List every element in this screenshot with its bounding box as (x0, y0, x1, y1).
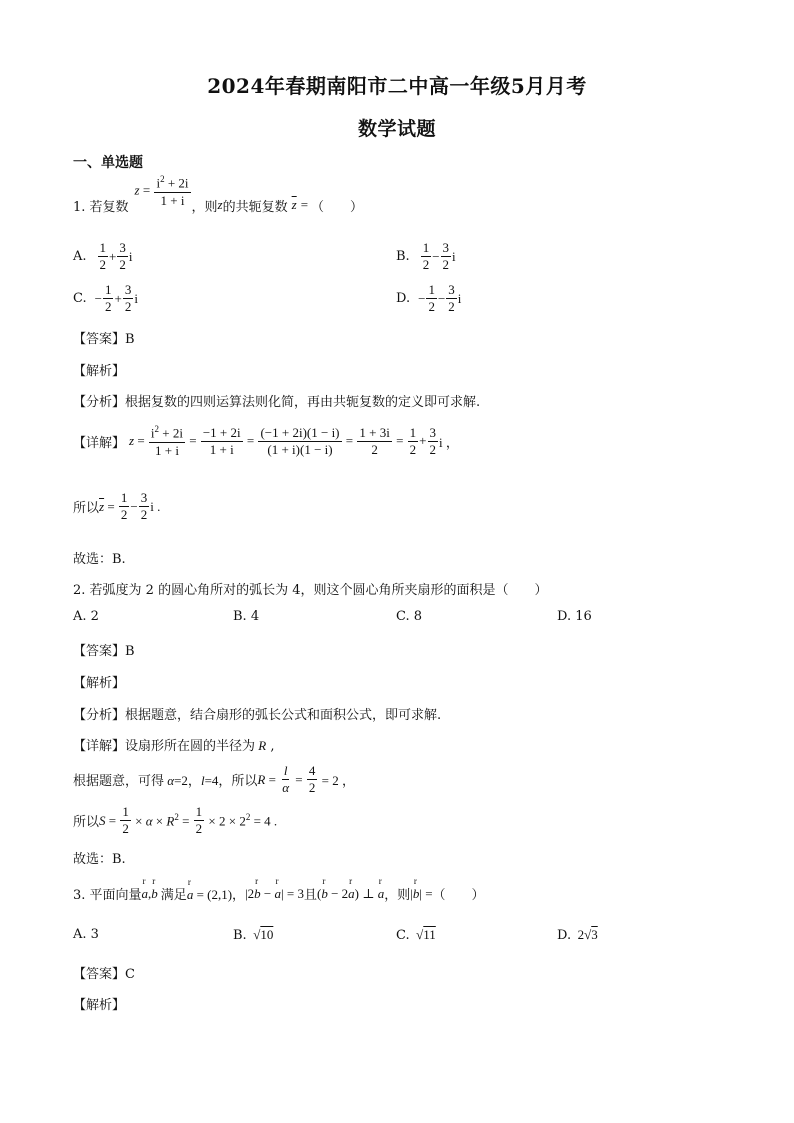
q1-end: （ ） (311, 199, 364, 215)
q1-option-b: B. $\frac{1}{2}$ − $\frac{3}{2}$ i (396, 240, 456, 273)
q1-option-c: C. − $\frac{1}{2}$ + $\frac{3}{2}$ i (73, 282, 138, 315)
q2-option-d: D. 16 (557, 609, 592, 624)
q2-detail-1: 【详解】设扇形所在圆的半径为 R , (73, 738, 275, 754)
q3-option-d: D. 2√3 (557, 927, 598, 943)
q1-stem: 1. 若复数 z = $\frac{i^2 + 2i}{1 + i}$ ，则 z 的共轭复数 $\overline{z}$ = （ ） (73, 174, 364, 215)
q3-analysis-label: 【解析】 (73, 998, 126, 1013)
q1-z: z (217, 197, 223, 213)
q2-fenxi: 【分析】根据题意，结合扇形的弧长公式和面积公式，即可求解. (73, 708, 442, 723)
q2-option-c: C. 8 (396, 609, 423, 624)
q3-option-b: B. √10 (233, 927, 274, 943)
q2-option-a: A. 2 (73, 609, 99, 624)
q1-tail: 的共轭复数 (222, 199, 288, 215)
q2-detail-2: 根据题意，可得 α=2，l=4 ，所以 R = $\frac{l}{\alpha}$ = $\frac{4}{2}$ = 2 ， (73, 763, 355, 796)
q1-conjugate: 所以 $\overline{z}$ = $\frac{1}{2}$ − $\frac{3}{2}$ i . (73, 490, 161, 523)
section-heading: 一、单选题 (73, 155, 143, 171)
q2-answer: 【答案】B (73, 644, 135, 659)
q2-stem: 2. 若弧度为 2 的圆心角所对的弧长为 4，则这个圆心角所夹扇形的面积是（ ） (73, 583, 548, 598)
page-subtitle: 数学试题 (357, 118, 436, 140)
page-title: 2024年春期南阳市二中高一年级5月月考 (207, 74, 587, 98)
q1-fenxi: 【分析】根据复数的四则运算法则化简，再由共轭复数的定义即可求解. (73, 395, 481, 410)
q1-conclusion: 故选：B. (73, 552, 126, 567)
q1-prefix: 1. 若复数 (73, 199, 129, 215)
q1-option-a: A. $\frac{1}{2}$ + $\frac{3}{2}$ i (73, 240, 133, 273)
q3-option-a: A. 3 (73, 927, 99, 942)
q2-detail-3: 所以 S = $\frac{1}{2}$ × $\alpha \times R^2$ = $\frac{1}{2}$ × $2 \times 2^2 = 4$ . (73, 804, 278, 837)
q2-option-b: B. 4 (233, 609, 260, 624)
q3-answer: 【答案】C (73, 967, 135, 982)
q1-answer: 【答案】B (73, 332, 135, 347)
q1-option-d: D. − $\frac{1}{2}$ − $\frac{3}{2}$ i (396, 282, 462, 315)
q1-analysis-label: 【解析】 (73, 364, 126, 379)
q2-analysis-label: 【解析】 (73, 676, 126, 691)
q3-stem: 3. 平面向量 r a,r b 满足 r a = (2,1)， |2r b − r a| = 3 且 (r b − 2r a) ⊥ r a ，则 |r b| = （ ） (73, 884, 485, 903)
q3-option-c: C. √11 (396, 927, 436, 943)
q2-conclusion: 故选：B. (73, 852, 126, 867)
q1-formula: z = $\frac{i^2 + 2i}{1 + i}$ (134, 174, 189, 208)
q1-detail: 【详解】 z = $\frac{i^2 + 2i}{1 + i}$ = $\frac{-1 + 2i}{1 + i}$ = $\frac{(-1 + 2i)(1 - i)}{(1 + i)(1 - i)}$ = $\frac{1 + 3i}{2}$ = $\frac{1}{2}$ + $\frac{3}{2}$ i ， (73, 424, 459, 458)
q1-middle: ，则 (191, 199, 218, 215)
q1-zbar: $\overline{z}$ (291, 197, 297, 213)
